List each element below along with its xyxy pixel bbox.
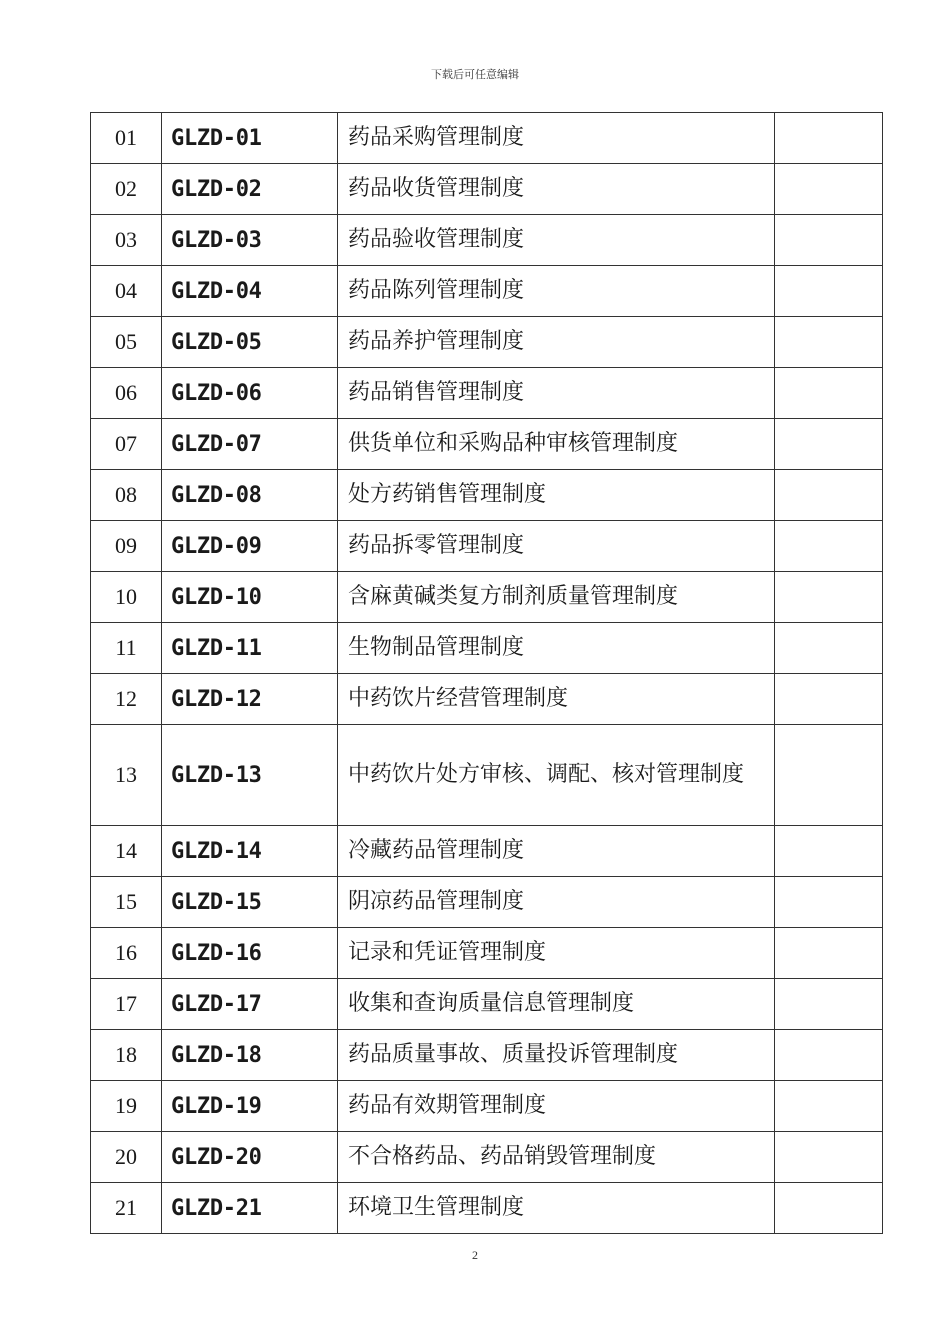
row-code: GLZD-03 <box>162 215 338 266</box>
table-row <box>91 470 883 521</box>
row-name: 药品验收管理制度 <box>338 215 775 266</box>
row-note <box>775 266 883 317</box>
row-code: GLZD-21 <box>162 1183 338 1234</box>
row-name: 含麻黄碱类复方制剂质量管理制度 <box>338 572 775 623</box>
row-note <box>775 521 883 572</box>
table-row <box>91 725 883 826</box>
row-code: GLZD-15 <box>162 877 338 928</box>
row-code: GLZD-19 <box>162 1081 338 1132</box>
table-row <box>91 1132 883 1183</box>
row-number: 19 <box>91 1081 162 1132</box>
row-note <box>775 1030 883 1081</box>
row-name: 药品采购管理制度 <box>338 113 775 164</box>
row-name: 环境卫生管理制度 <box>338 1183 775 1234</box>
row-note <box>775 674 883 725</box>
table-row <box>91 521 883 572</box>
row-name: 冷藏药品管理制度 <box>338 826 775 877</box>
row-name: 记录和凭证管理制度 <box>338 928 775 979</box>
table-row <box>91 1081 883 1132</box>
table-row <box>91 164 883 215</box>
row-name: 中药饮片处方审核、调配、核对管理制度 <box>338 725 775 826</box>
page-header: 下载后可任意编辑 <box>431 68 519 81</box>
table-row <box>91 317 883 368</box>
row-name: 药品收货管理制度 <box>338 164 775 215</box>
row-code: GLZD-09 <box>162 521 338 572</box>
table-row <box>91 1183 883 1234</box>
row-number: 13 <box>91 725 162 826</box>
row-note <box>775 572 883 623</box>
row-code: GLZD-08 <box>162 470 338 521</box>
row-note <box>775 1132 883 1183</box>
row-note <box>775 164 883 215</box>
row-number: 16 <box>91 928 162 979</box>
row-code: GLZD-14 <box>162 826 338 877</box>
regulation-table <box>90 112 883 1234</box>
row-number: 08 <box>91 470 162 521</box>
row-number: 02 <box>91 164 162 215</box>
row-number: 05 <box>91 317 162 368</box>
row-code: GLZD-04 <box>162 266 338 317</box>
row-code: GLZD-05 <box>162 317 338 368</box>
row-name: 中药饮片经营管理制度 <box>338 674 775 725</box>
table-row <box>91 623 883 674</box>
row-number: 21 <box>91 1183 162 1234</box>
table-row <box>91 877 883 928</box>
table-row <box>91 572 883 623</box>
row-code: GLZD-20 <box>162 1132 338 1183</box>
row-number: 18 <box>91 1030 162 1081</box>
row-note <box>775 215 883 266</box>
row-number: 17 <box>91 979 162 1030</box>
row-name: 药品销售管理制度 <box>338 368 775 419</box>
row-note <box>775 419 883 470</box>
row-number: 11 <box>91 623 162 674</box>
row-note <box>775 928 883 979</box>
row-note <box>775 1081 883 1132</box>
row-name: 处方药销售管理制度 <box>338 470 775 521</box>
table-row <box>91 1030 883 1081</box>
row-code: GLZD-10 <box>162 572 338 623</box>
row-code: GLZD-18 <box>162 1030 338 1081</box>
row-number: 10 <box>91 572 162 623</box>
regulation-table-body <box>91 113 883 1234</box>
row-code: GLZD-13 <box>162 725 338 826</box>
row-note <box>775 1183 883 1234</box>
table-row <box>91 928 883 979</box>
row-code: GLZD-11 <box>162 623 338 674</box>
row-code: GLZD-02 <box>162 164 338 215</box>
row-name: 供货单位和采购品种审核管理制度 <box>338 419 775 470</box>
row-name: 阴凉药品管理制度 <box>338 877 775 928</box>
row-note <box>775 368 883 419</box>
row-code: GLZD-17 <box>162 979 338 1030</box>
row-code: GLZD-12 <box>162 674 338 725</box>
table-row <box>91 368 883 419</box>
row-note <box>775 826 883 877</box>
row-note <box>775 979 883 1030</box>
table-row <box>91 113 883 164</box>
page-number: 2 <box>472 1248 478 1262</box>
row-name: 生物制品管理制度 <box>338 623 775 674</box>
row-name: 药品有效期管理制度 <box>338 1081 775 1132</box>
row-code: GLZD-01 <box>162 113 338 164</box>
row-name: 药品陈列管理制度 <box>338 266 775 317</box>
table-row <box>91 674 883 725</box>
row-note <box>775 113 883 164</box>
row-note <box>775 623 883 674</box>
row-note <box>775 877 883 928</box>
row-code: GLZD-07 <box>162 419 338 470</box>
row-name: 药品拆零管理制度 <box>338 521 775 572</box>
row-number: 07 <box>91 419 162 470</box>
row-note <box>775 470 883 521</box>
row-number: 01 <box>91 113 162 164</box>
table-row <box>91 266 883 317</box>
row-name: 药品养护管理制度 <box>338 317 775 368</box>
row-name: 收集和查询质量信息管理制度 <box>338 979 775 1030</box>
row-number: 09 <box>91 521 162 572</box>
row-note <box>775 317 883 368</box>
row-number: 06 <box>91 368 162 419</box>
table-row <box>91 826 883 877</box>
row-name: 不合格药品、药品销毁管理制度 <box>338 1132 775 1183</box>
row-number: 20 <box>91 1132 162 1183</box>
table-row <box>91 979 883 1030</box>
table-row <box>91 419 883 470</box>
row-number: 14 <box>91 826 162 877</box>
row-note <box>775 725 883 826</box>
row-code: GLZD-06 <box>162 368 338 419</box>
row-name: 药品质量事故、质量投诉管理制度 <box>338 1030 775 1081</box>
row-number: 15 <box>91 877 162 928</box>
row-code: GLZD-16 <box>162 928 338 979</box>
table-row <box>91 215 883 266</box>
row-number: 03 <box>91 215 162 266</box>
row-number: 12 <box>91 674 162 725</box>
row-number: 04 <box>91 266 162 317</box>
